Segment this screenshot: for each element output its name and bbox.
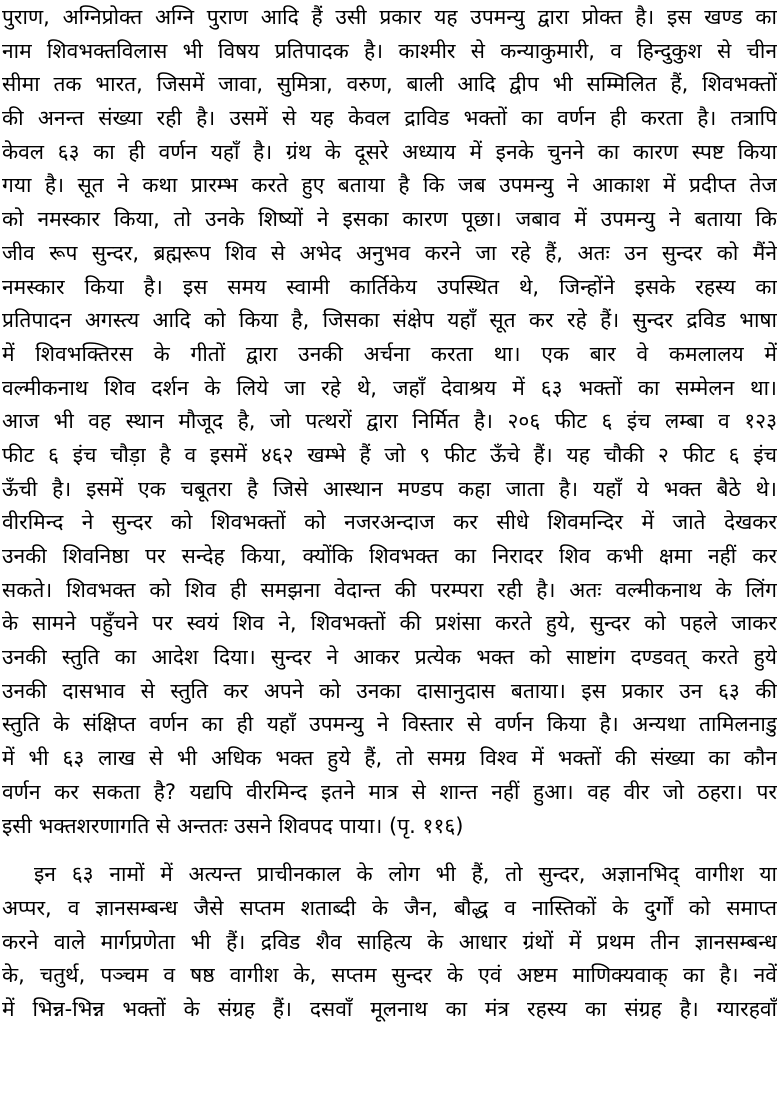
text-line: में शिवभक्तिरस के गीतों द्वारा उनकी अर्चना करता था। एक बार वे कमलालय में bbox=[2, 341, 777, 366]
text-line: इन ६३ नामों में अत्यन्त प्राचीनकाल के लोग भी हैं, तो सुन्दर, अज्ञानभिद् वागीश या bbox=[34, 862, 777, 887]
text-line: वल्मीकनाथ शिव दर्शन के लिये जा रहे थे, जहाँ देवाश्रय में ६३ भक्तों का सम्मेलन था। bbox=[2, 375, 777, 400]
text-line: नाम शिवभक्तविलास भी विषय प्रतिपादक है। काश्मीर से कन्याकुमारी, व हिन्दुकुश से चीन bbox=[2, 38, 777, 63]
text-line: के सामने पहुँचने पर स्वयं शिव ने, शिवभक्तों की प्रशंसा करते हुये, सुन्दर को पहले जाकर bbox=[2, 611, 777, 636]
text-line: उनकी दासभाव से स्तुति कर अपने को उनका दासानुदास बताया। इस प्रकार उन ६३ की bbox=[2, 678, 777, 703]
text-line: में भिन्न-भिन्न भक्तों के संग्रह हैं। दसवाँ मूलनाथ का मंत्र रहस्य का संग्रह है। ग्यारहवाँ bbox=[2, 996, 777, 1021]
text-line: अप्पर, व ज्ञानसम्बन्ध जैसे सप्तम शताब्दी के जैन, बौद्ध व नास्तिकों के दुर्गों को समाप्त bbox=[2, 895, 777, 920]
text-line: नमस्कार किया है। इस समय स्वामी कार्तिकेय उपस्थित थे, जिन्होंने इसके रहस्य का bbox=[2, 274, 777, 299]
text-line: वर्णन कर सकता है? यद्यपि वीरमिन्द इतने मात्र से शान्त नहीं हुआ। वह वीर जो ठहरा। पर bbox=[2, 779, 777, 804]
text-line: उनकी शिवनिष्ठा पर सन्देह किया, क्योंकि शिवभक्त का निरादर शिव कभी क्षमा नहीं कर bbox=[2, 544, 777, 568]
text-line: इसी भक्तशरणागति से अन्ततः उसने शिवपद पाया। (पृ. ११६) bbox=[2, 813, 464, 838]
text-line: के, चतुर्थ, पञ्चम व षष्ठ वागीश के, सप्तम सुन्दर के एवं अष्टम माणिक्यवाक् का है। नवें bbox=[2, 963, 777, 988]
text-line: की अनन्त संख्या रही है। उसमें से यह केवल द्राविड भक्तों का वर्णन ही करता है। तत्रापि bbox=[2, 106, 777, 131]
text-line: सीमा तक भारत, जिसमें जावा, सुमित्रा, वरुण, बाली आदि द्वीप भी सम्मिलित हैं, शिवभक्तों bbox=[2, 72, 777, 97]
text-line: वीरमिन्द ने सुन्दर को शिवभक्तों को नजरअन्दाज कर सीधे शिवमन्दिर में जाते देखकर bbox=[2, 510, 777, 535]
text-line: उनकी स्तुति का आदेश दिया। सुन्दर ने आकर प्रत्येक भक्त को साष्टांग दण्डवत् करते हुये bbox=[2, 645, 777, 670]
text-line: को नमस्कार किया, तो उनके शिष्यों ने इसका कारण पूछा। जबाव में उपमन्यु ने बताया कि bbox=[2, 207, 777, 232]
text-line: फीट ६ इंच चौड़ा है व इसमें ४६२ खम्भे हैं जो ९ फीट ऊँचे हैं। यह चौकी २ फीट ६ इंच bbox=[2, 442, 777, 467]
text-line: केवल ६३ का ही वर्णन यहाँ है। ग्रंथ के दूसरे अध्याय में इनके चुनने का कारण स्पष्ट किया bbox=[2, 139, 777, 164]
text-line: में भी ६३ लाख से भी अधिक भक्त हुये हैं, तो समग्र विश्व में भक्तों की संख्या का कौन bbox=[2, 746, 777, 771]
text-line: गया है। सूत ने कथा प्रारम्भ करते हुए बताया है कि जब उपमन्यु ने आकाश में प्रदीप्त तेज bbox=[2, 173, 777, 198]
text-line: करने वाले मार्गप्रणेता भी हैं। द्रविड शैव साहित्य के आधार ग्रंथों में प्रथम तीन ज्ञानसम्बन्ध bbox=[2, 929, 777, 954]
document-page bbox=[2, 1, 777, 1027]
paragraph-1 bbox=[2, 1, 777, 843]
text-line: प्रतिपादन अगस्त्य आदि को किया है, जिसका संक्षेप यहाँ सूत कर रहे हैं। सुन्दर द्रविड भाषा bbox=[2, 308, 777, 333]
text-line: पुराण, अग्निप्रोक्त अग्नि पुराण आदि हैं उसी प्रकार यह उपमन्यु द्वारा प्रोक्त है। इस खण्ड का bbox=[2, 5, 777, 29]
paragraph-2 bbox=[2, 858, 777, 1026]
text-line: स्तुति के संक्षिप्त वर्णन का ही यहाँ उपमन्यु ने विस्तार से वर्णन किया है। अन्यथा तामिलनाडु bbox=[2, 712, 777, 737]
text-line: जीव रूप सुन्दर, ब्रह्मरूप शिव से अभेद अनुभव करने जा रहे हैं, अतः उन सुन्दर को मैंने bbox=[2, 240, 777, 265]
text-line: सकते। शिवभक्त को शिव ही समझना वेदान्त की परम्परा रही है। अतः वल्मीकनाथ के लिंग bbox=[2, 577, 777, 602]
text-line: ऊँची है। इसमें एक चबूतरा है जिसे आस्थान मण्डप कहा जाता है। यहाँ ये भक्त बैठे थे। bbox=[2, 476, 777, 501]
text-line: आज भी वह स्थान मौजूद है, जो पत्थरों द्वारा निर्मित है। २०६ फीट ६ इंच लम्बा व १२३ bbox=[2, 409, 777, 434]
